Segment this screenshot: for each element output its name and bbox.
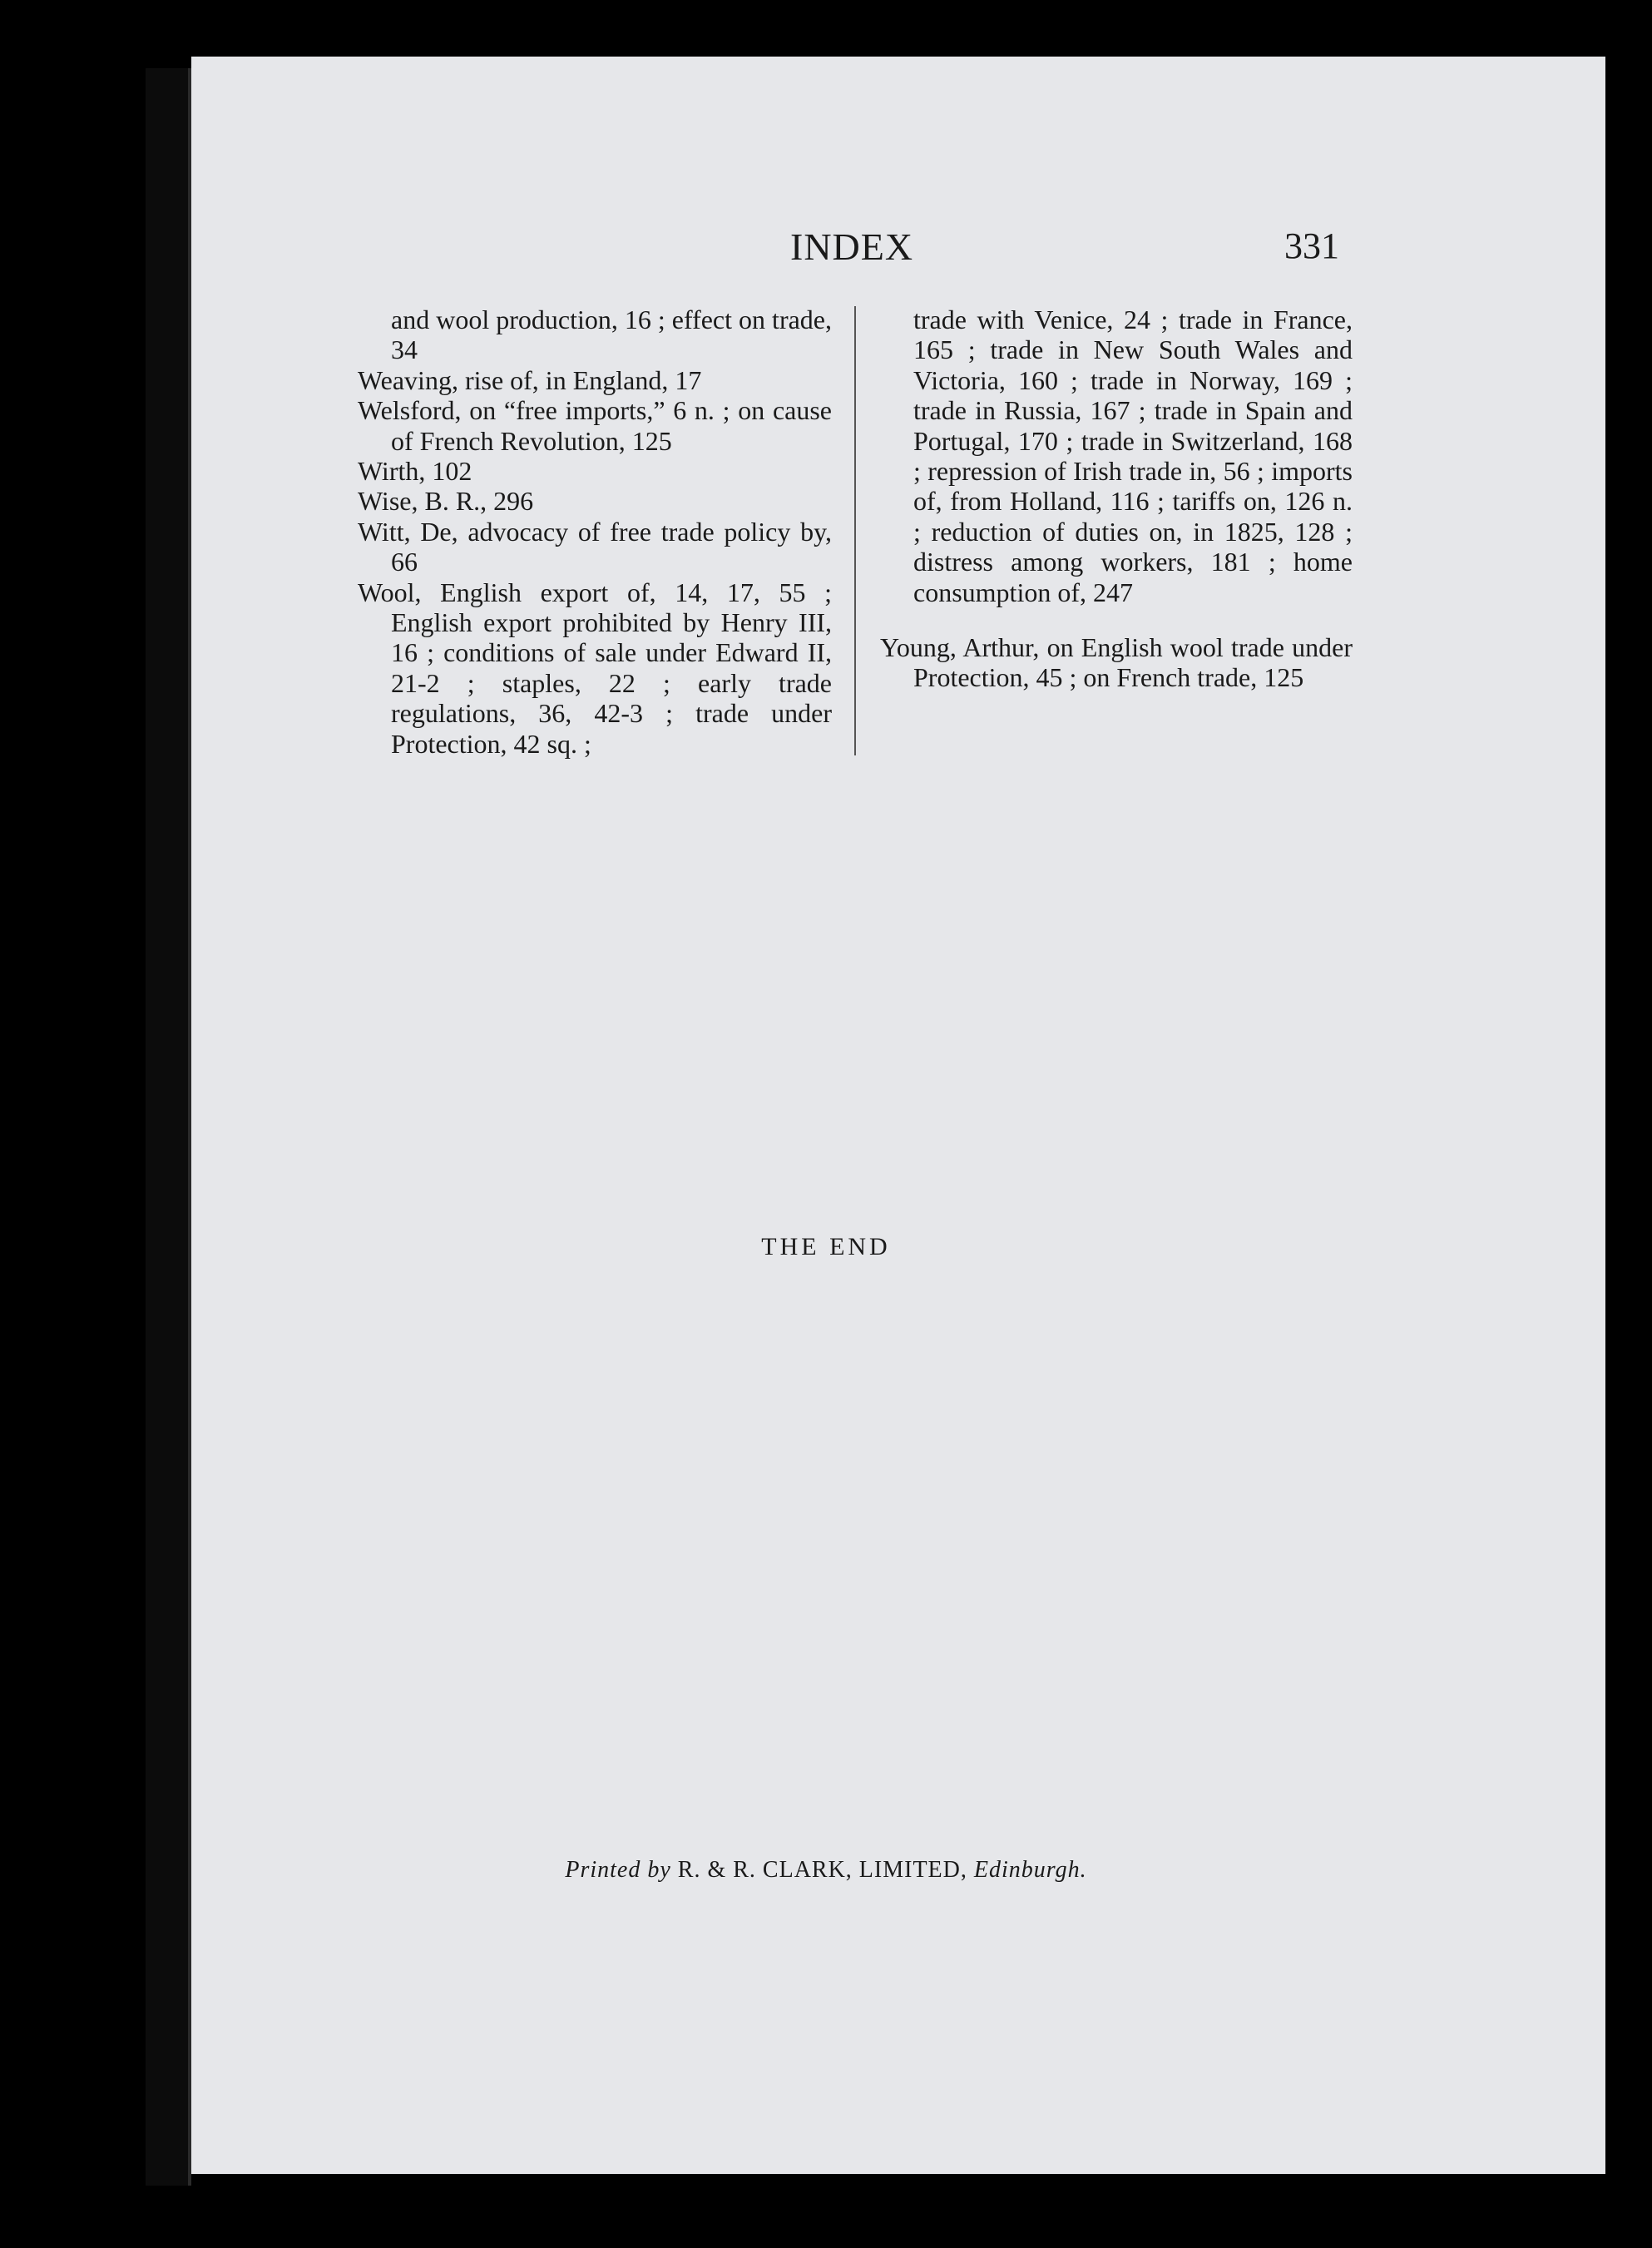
printer-city: Edinburgh. [973, 1857, 1087, 1883]
the-end-text: THE END [761, 1233, 891, 1260]
column-divider [854, 306, 856, 755]
running-header [782, 225, 1348, 275]
printer-imprint [0, 1857, 1652, 1884]
index-entry: Wool, English export of, 14, 17, 55 ; English export prohibited by Henry III, 16 ; conditions of sale under Edward II, 21-2 ; staples, 22 ; early trade regulations, 36, 42-3 ; trade under Protection, 42 sq. ; [358, 577, 832, 759]
index-entry: Weaving, rise of, in England, 17 [358, 364, 702, 395]
index-entry: Witt, De, advocacy of free trade policy by, 66 [358, 516, 832, 577]
index-entry: and wool production, 16 ; effect on trade, 34 [391, 305, 832, 365]
index-entry: Welsford, on “free imports,” 6 n. ; on cause of French Revolution, 125 [358, 395, 832, 456]
index-entry: Wise, B. R., 296 [358, 486, 534, 517]
printer-prefix: Printed by [565, 1857, 671, 1883]
running-title: INDEX [790, 225, 914, 268]
printer-name: R. & R. CLARK, LIMITED, [677, 1857, 967, 1883]
page-number: 331 [1284, 225, 1339, 266]
index-entry: trade with Venice, 24 ; trade in France, 165 ; trade in New South Wales and Victoria, 160 ; trade in Norway, 169 ; trade in Russia, 167 ; trade in Spain and Portugal, 170 ; trade in Switzerland, 168 ; repression of Irish trade in, 56 ; imports of, from Holland, 116 ; tariffs on, 126 n. ; reduction of duties on, in 1825, 128 ; distress among workers, 181 ; home consumption of, 247 [913, 305, 1353, 607]
index-entry: Young, Arthur, on English wool trade under Protection, 45 ; on French trade, 125 [880, 632, 1353, 693]
index-entry: Wirth, 102 [358, 456, 472, 487]
index-column-right [880, 305, 1353, 693]
index-column-left [358, 305, 832, 759]
